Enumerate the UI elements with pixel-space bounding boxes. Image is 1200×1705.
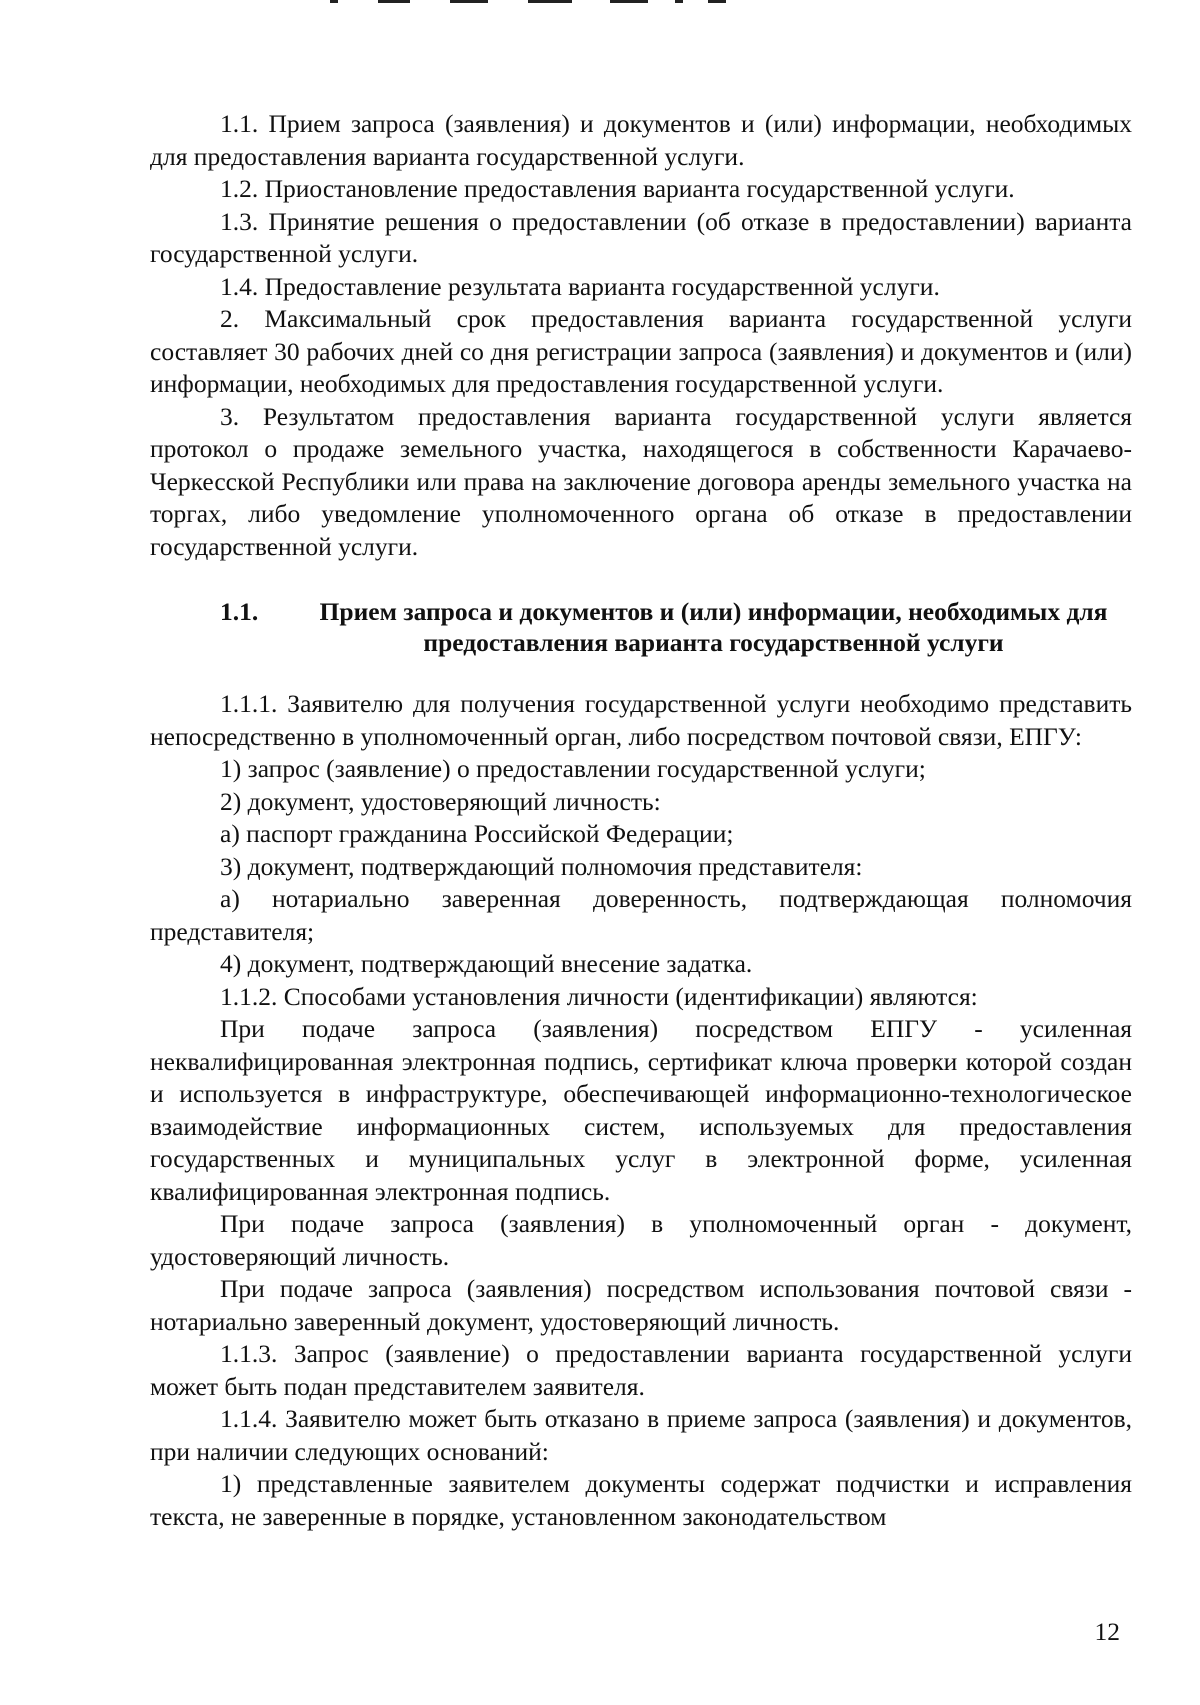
section-heading	[150, 596, 1132, 658]
paragraph: 1.1. Прием запроса (заявления) и документов и (или) информации, необходимых для предоставления варианта государственной услуги.	[150, 109, 1132, 171]
paragraph: 3. Результатом предоставления варианта государственной услуги является протокол о продаже земельного участка, находящегося в собственности Карачаево-Черкесской Республики или права на заключение договора аренды земельного участка на торгах, либо уведомление уполномоченного органа об отказе в предоставлении государственной услуги.	[150, 401, 1132, 561]
paragraph: При подаче запроса (заявления) посредством использования почтовой связи - нотариально заверенный документ, удостоверяющий личность.	[150, 1274, 1132, 1336]
document-body	[150, 108, 1132, 1533]
list-item: а) паспорт гражданина Российской Федерации;	[220, 819, 734, 848]
section-title: Прием запроса и документов и (или) информации, необходимых для предоставления варианта государственной услуги	[319, 597, 1108, 657]
list-item: 2) документ, удостоверяющий личность:	[220, 786, 661, 816]
paragraph: 1.2. Приостановление предоставления варианта государственной услуги.	[220, 174, 1015, 203]
paragraph: 1.1.3. Запрос (заявление) о предоставлении варианта государственной услуги может быть подан представителем заявителя.	[150, 1339, 1132, 1401]
list-item: а) нотариально заверенная доверенность, подтверждающая полномочия представителя;	[150, 884, 1132, 946]
paragraph: 1.4. Предоставление результата варианта государственной услуги.	[220, 271, 940, 301]
paragraph: При подаче запроса (заявления) посредством ЕПГУ - усиленная неквалифицированная электронная подпись, сертификат ключа проверки которой создан и используется в инфраструктуре, обеспечивающей информационно-технологическое взаимодействие информационных систем, используемых для предоставления государственных и муниципальных услуг в электронной форме, усиленная квалифицированная электронная подпись.	[150, 1014, 1132, 1206]
paragraph: 1.3. Принятие решения о предоставлении (об отказе в предоставлении) варианта государственной услуги.	[150, 206, 1132, 268]
list-item: 1) запрос (заявление) о предоставлении государственной услуги;	[220, 754, 926, 783]
paragraph: При подаче запроса (заявления) в уполномоченный орган - документ, удостоверяющий личность.	[150, 1209, 1132, 1271]
paragraph: 1.1.4. Заявителю может быть отказано в приеме запроса (заявления) и документов, при наличии следующих оснований:	[150, 1404, 1132, 1466]
paragraph: 1.1.1. Заявителю для получения государственной услуги необходимо представить непосредственно в уполномоченный орган, либо посредством почтовой связи, ЕПГУ:	[150, 689, 1132, 751]
section-number: 1.1.	[220, 597, 259, 626]
paragraph: 2. Максимальный срок предоставления варианта государственной услуги составляет 30 рабочих дней со дня регистрации запроса (заявления) и документов и (или) информации, необходимых для предоставления государственной услуги.	[150, 304, 1132, 398]
page-number: 12	[1094, 1617, 1120, 1646]
scan-edge-marks	[330, 0, 780, 6]
list-item: 4) документ, подтверждающий внесение задатка.	[220, 949, 753, 978]
list-item: 3) документ, подтверждающий полномочия представителя:	[220, 851, 863, 881]
paragraph: 1.1.2. Способами установления личности (идентификации) являются:	[220, 981, 978, 1011]
list-item: 1) представленные заявителем документы содержат подчистки и исправления текста, не заверенные в порядке, установленном законодательством	[150, 1469, 1132, 1531]
